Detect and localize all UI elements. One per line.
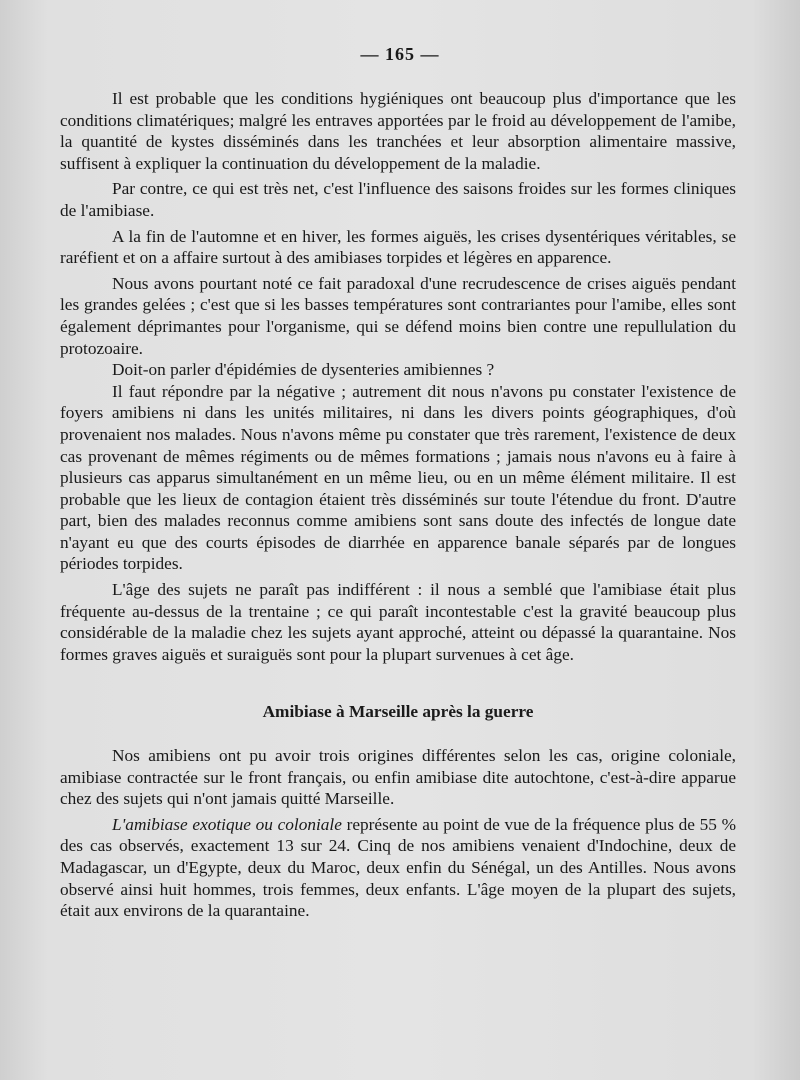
paragraph-8: Nos amibiens ont pu avoir trois origines différentes selon les cas, origine coloniale, amibiase contractée sur le front français, ou enfin amibiase dite autochtone, c'est-à-dire apparue chez des sujets qui n'ont jamais quitté Marseille. (60, 746, 736, 809)
italic-lead: L'amibiase exotique ou coloniale (112, 814, 342, 834)
page-number: — 165 — (360, 44, 440, 64)
paragraph-9 (60, 814, 736, 922)
paragraph-5: Doit-on parler d'épidémies de dysenteries amibiennes ? (112, 360, 495, 380)
paragraph-2: Par contre, ce qui est très net, c'est l'influence des saisons froides sur les formes cliniques de l'amibiase. (60, 179, 736, 220)
paragraph-9-rest: représente au point de vue de la fréquence plus de 55 % des cas observés, exactement 13 sur 24. Cinq de nos amibiens venaient d'Indochine, deux de Madagascar, un d'Egypte, deux du Maroc, deux enfin du Sénégal, un des Antilles. Nous avons observé ainsi huit hommes, trois femmes, deux enfants. L'âge moyen de la plupart des sujets, était aux environs de la quarantaine. (60, 814, 736, 921)
paragraph-6: Il faut répondre par la négative ; autrement dit nous n'avons pu constater l'existence de foyers amibiens ni dans les unités militaires, ni dans les divers points géographiques, d'où provenaient nos malades. Nous n'avons même pu constater que très rarement, l'existence de deux cas provenant de mêmes régiments ou de mêmes formations ; jamais nous n'avons eu à faire à plusieurs cas apparus simultanément en un même lieu, ou en un même élément militaire. Il est probable que les lieux de contagion étaient très disséminés sur toute l'étendue du front. D'autre part, bien des malades reconnus comme amibiens sont sans doute des infectés de longue date n'ayant eu que des courts épisodes de diarrhée en apparence banale séparés par de longues périodes torpides. (60, 381, 736, 574)
paragraph-3: A la fin de l'automne et en hiver, les formes aiguës, les crises dysentériques véritables, se raréfient et on a affaire surtout à des amibiases torpides et légères en apparence. (60, 226, 736, 268)
paragraph-1: Il est probable que les conditions hygiéniques ont beaucoup plus d'importance que les conditions climatériques; malgré les entraves apportées par le froid au développement de l'amibe, la quantité de kystes disséminés dans les tranchées et leur absorption alimentaire massive, suffisent à expliquer la continuation du développement de la maladie. (60, 89, 736, 173)
section-title: Amibiase à Marseille après la guerre (262, 702, 534, 722)
paragraph-7: L'âge des sujets ne paraît pas indifférent : il nous a semblé que l'amibiase était plus fréquente au-dessus de la trentaine ; ce qui paraît incontestable c'est la gravité beaucoup plus considérable de la maladie chez les sujets ayant approché, atteint ou dépassé la quarantaine. Nos formes graves aiguës et suraiguës sont pour la plupart survenues à cet âge. (60, 580, 736, 664)
paragraph-4: Nous avons pourtant noté ce fait paradoxal d'une recrudescence de crises aiguës pendant les grandes gelées ; c'est que si les basses températures sont contrariantes pour l'amibe, elles sont également déprimantes pour l'organisme, qui se défend moins bien contre une repullulation du protozoaire. (60, 273, 736, 358)
body-text (60, 88, 736, 926)
